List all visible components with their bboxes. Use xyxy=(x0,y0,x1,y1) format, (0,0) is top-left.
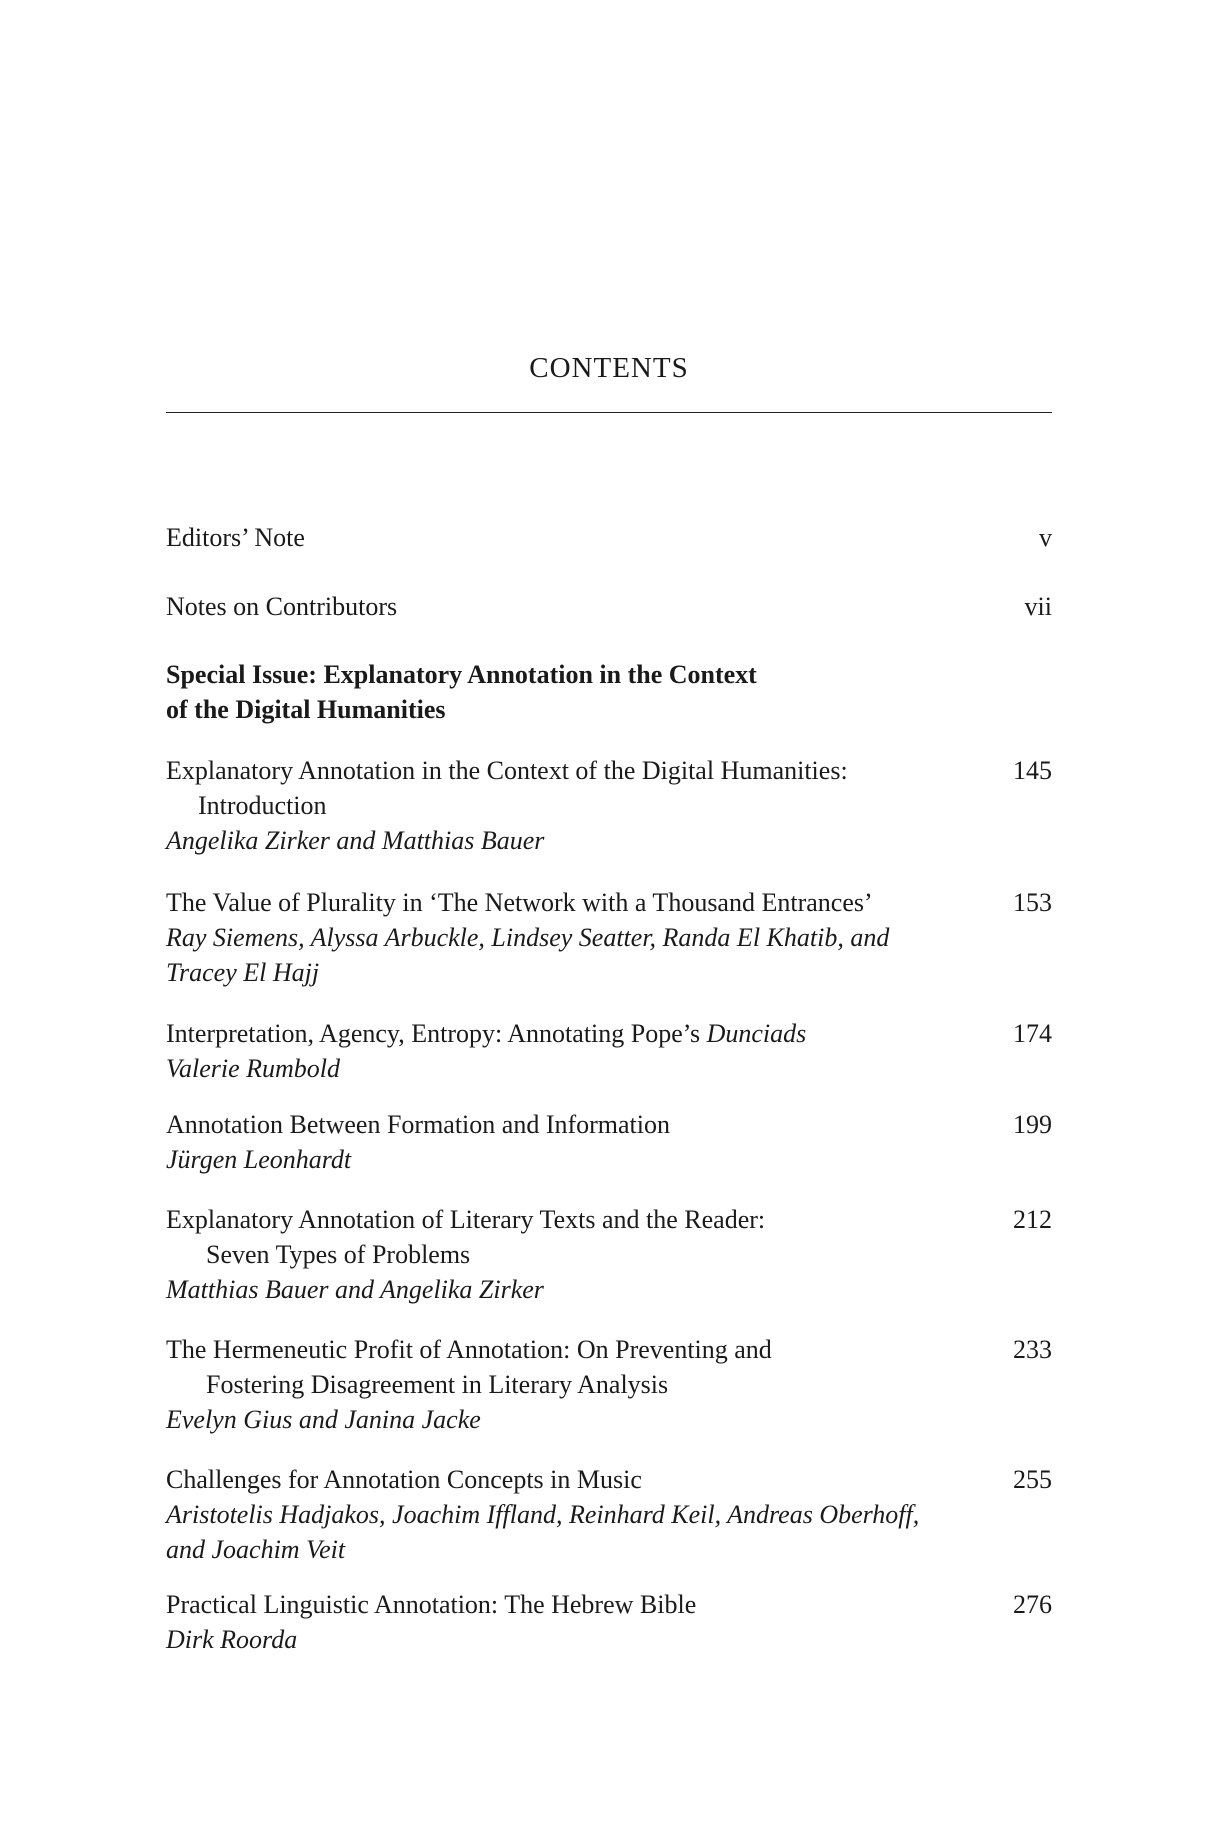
toc-page-number: 212 xyxy=(1013,1205,1052,1234)
toc-entry-authors: Valerie Rumbold xyxy=(166,1054,341,1083)
toc-entry-title-continued: Fostering Disagreement in Literary Analysis xyxy=(206,1370,669,1399)
toc-entry-title xyxy=(166,1017,806,1051)
toc-entry-title-continued: Seven Types of Problems xyxy=(206,1240,471,1269)
toc-entry-title: Editors’ Note xyxy=(166,523,305,552)
toc-page-number: vii xyxy=(1024,592,1052,621)
toc-page-number: 153 xyxy=(1013,888,1052,917)
toc-entry-authors: Matthias Bauer and Angelika Zirker xyxy=(166,1275,544,1304)
toc-entry-title: Explanatory Annotation in the Context of the Digital Humanities: xyxy=(166,756,848,785)
toc-entry-title-text: Interpretation, Agency, Entropy: Annotating Pope’s xyxy=(166,1019,707,1048)
toc-entry-authors-continued: and Joachim Veit xyxy=(166,1535,346,1564)
toc-page-number: v xyxy=(1039,523,1052,552)
toc-entry-authors: Evelyn Gius and Janina Jacke xyxy=(166,1405,481,1434)
toc-entry-title: The Value of Plurality in ‘The Network with a Thousand Entrances’ xyxy=(166,888,873,917)
toc-entry-title: Notes on Contributors xyxy=(166,592,398,621)
toc-entry-authors-continued: Tracey El Hajj xyxy=(166,958,320,987)
title-rule xyxy=(166,412,1052,413)
toc-entry-title: The Hermeneutic Profit of Annotation: On Preventing and xyxy=(166,1335,772,1364)
toc-page-number: 233 xyxy=(1013,1335,1052,1364)
toc-entry-title-italic: Dunciads xyxy=(706,1019,807,1048)
toc-entry-authors: Jürgen Leonhardt xyxy=(166,1145,352,1174)
toc-entry-title: Explanatory Annotation of Literary Texts and the Reader: xyxy=(166,1205,766,1234)
section-heading: Special Issue: Explanatory Annotation in the Context xyxy=(166,660,757,689)
toc-entry-title: Practical Linguistic Annotation: The Hebrew Bible xyxy=(166,1590,697,1619)
toc-entry-authors: Aristotelis Hadjakos, Joachim Iffland, Reinhard Keil, Andreas Oberhoff, xyxy=(166,1500,920,1529)
section-heading: of the Digital Humanities xyxy=(166,695,446,724)
page-title: CONTENTS xyxy=(529,352,689,384)
toc-page-number: 174 xyxy=(1013,1019,1052,1048)
toc-page-number: 276 xyxy=(1013,1590,1052,1619)
toc-page-number: 145 xyxy=(1013,756,1052,785)
toc-entry-title-continued: Introduction xyxy=(198,791,327,820)
toc-page-number: 199 xyxy=(1013,1110,1052,1139)
toc-entry-authors: Angelika Zirker and Matthias Bauer xyxy=(166,826,545,855)
toc-entry-authors: Dirk Roorda xyxy=(166,1625,298,1654)
toc-entry-title: Challenges for Annotation Concepts in Music xyxy=(166,1465,642,1494)
toc-entry-title: Annotation Between Formation and Information xyxy=(166,1110,671,1139)
toc-page-number: 255 xyxy=(1013,1465,1052,1494)
toc-entry-authors: Ray Siemens, Alyssa Arbuckle, Lindsey Seatter, Randa El Khatib, and xyxy=(166,923,890,952)
